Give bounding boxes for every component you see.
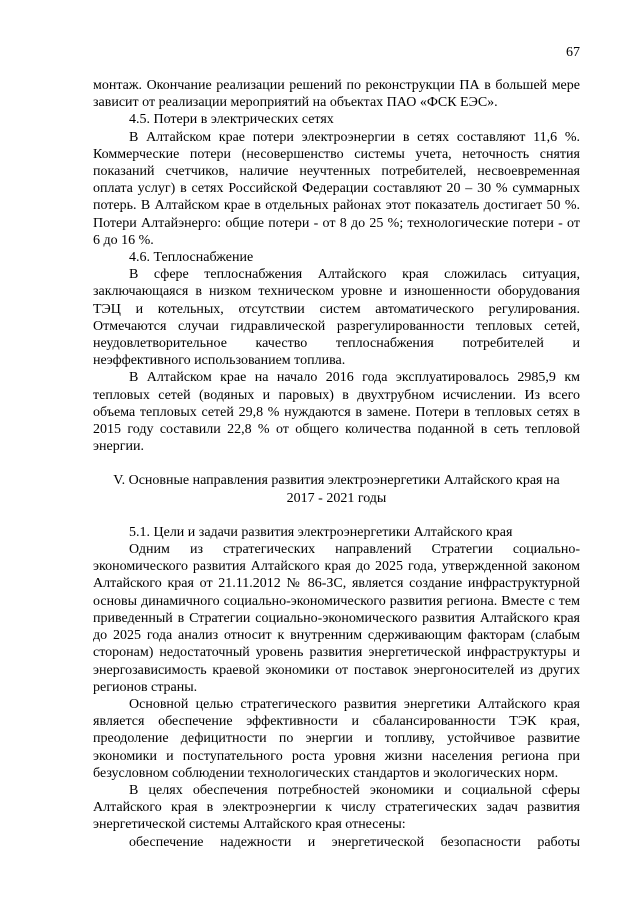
paragraph: Основной целью стратегического развития энергетики Алтайского края является обеспечение эффективности и сбалансированности ТЭК края, преодоление дефицитности по энергии и топливу, устойчивое развитие экономики и поступательного роста уровня жизни населения региона при безусловном соблюдении технологических стандартов и экологических норм. [93,696,580,781]
paragraph: Одним из стратегических направлений Стратегии социально-экономического развития Алтайского края до 2025 года, утвержденной законом Алтайского края от 21.11.2012 № 86-ЗС, является создание инфраструктурной основы динамичного социально-экономического развития региона. Вместе с тем приведенный в Стратегии социально-экономического развития Алтайского края до 2025 года анализ относит к внутренним сдерживающим факторам (слабым сторонам) недостаточный уровень развития энергетической инфраструктуры и энергозависимость краевой экономики от поставок энергоносителей из других регионов страны. [93,542,580,695]
page-number: 67 [566,45,580,60]
section-heading-4-5: 4.5. Потери в электрических сетях [129,112,334,128]
paragraph: монтаж. Окончание реализации решений по реконструкции ПА в большей мере зависит от реализации мероприятий на объектах ПАО «ФСК ЕЭС». [93,78,580,111]
section-heading-5-1: 5.1. Цели и задачи развития электроэнергетики Алтайского края [129,524,513,540]
chapter-heading-line-1: V. Основные направления развития электроэнергетики Алтайского края на [113,473,560,489]
paragraph: В сфере теплоснабжения Алтайского края сложилась ситуация, заключающаяся в низком техническом уровне и изношенности оборудования ТЭЦ и котельных, отсутствии систем автоматического регулирования. Отмечаются случаи гидравлической разрегулированности тепловых сетей, неудовлетворительное качество теплоснабжения потребителей и неэффективного использованием топлива. [93,267,580,369]
paragraph: обеспечение надежности и энергетической безопасности работы [129,834,580,850]
chapter-heading-line-2: 2017 - 2021 годы [286,490,387,506]
document-body [93,77,580,851]
section-heading-4-6: 4.6. Теплоснабжение [129,250,254,266]
paragraph: В Алтайском крае потери электроэнергии в сетях составляют 11,6 %. Коммерческие потери (несовершенство системы учета, неточность снятия показаний счетчиков, наличие неучтенных потребителей, несвоевременная оплата услуг) в сетях Российской Федерации составляют 20 – 30 % суммарных потерь. В Алтайском крае в отдельных районах этот показатель достигает 50 %. Потери Алтайэнерго: общие потери - от 8 до 25 %; технологические потери - от 6 до 16 %. [93,129,580,248]
paragraph: В целях обеспечения потребностей экономики и социальной сферы Алтайского края в электроэнергии к числу стратегических задач развития энергетической системы Алтайского края отнесены: [93,782,580,833]
paragraph: В Алтайском крае на начало 2016 года эксплуатировалось 2985,9 км тепловых сетей (водяных и паровых) в двухтрубном исчислении. Из всего объема тепловых сетей 29,8 % нуждаются в замене. Потери в тепловых сетях в 2015 году составили 22,8 % от общего количества поданной в сеть тепловой энергии. [93,370,580,455]
chapter-heading [93,472,580,506]
